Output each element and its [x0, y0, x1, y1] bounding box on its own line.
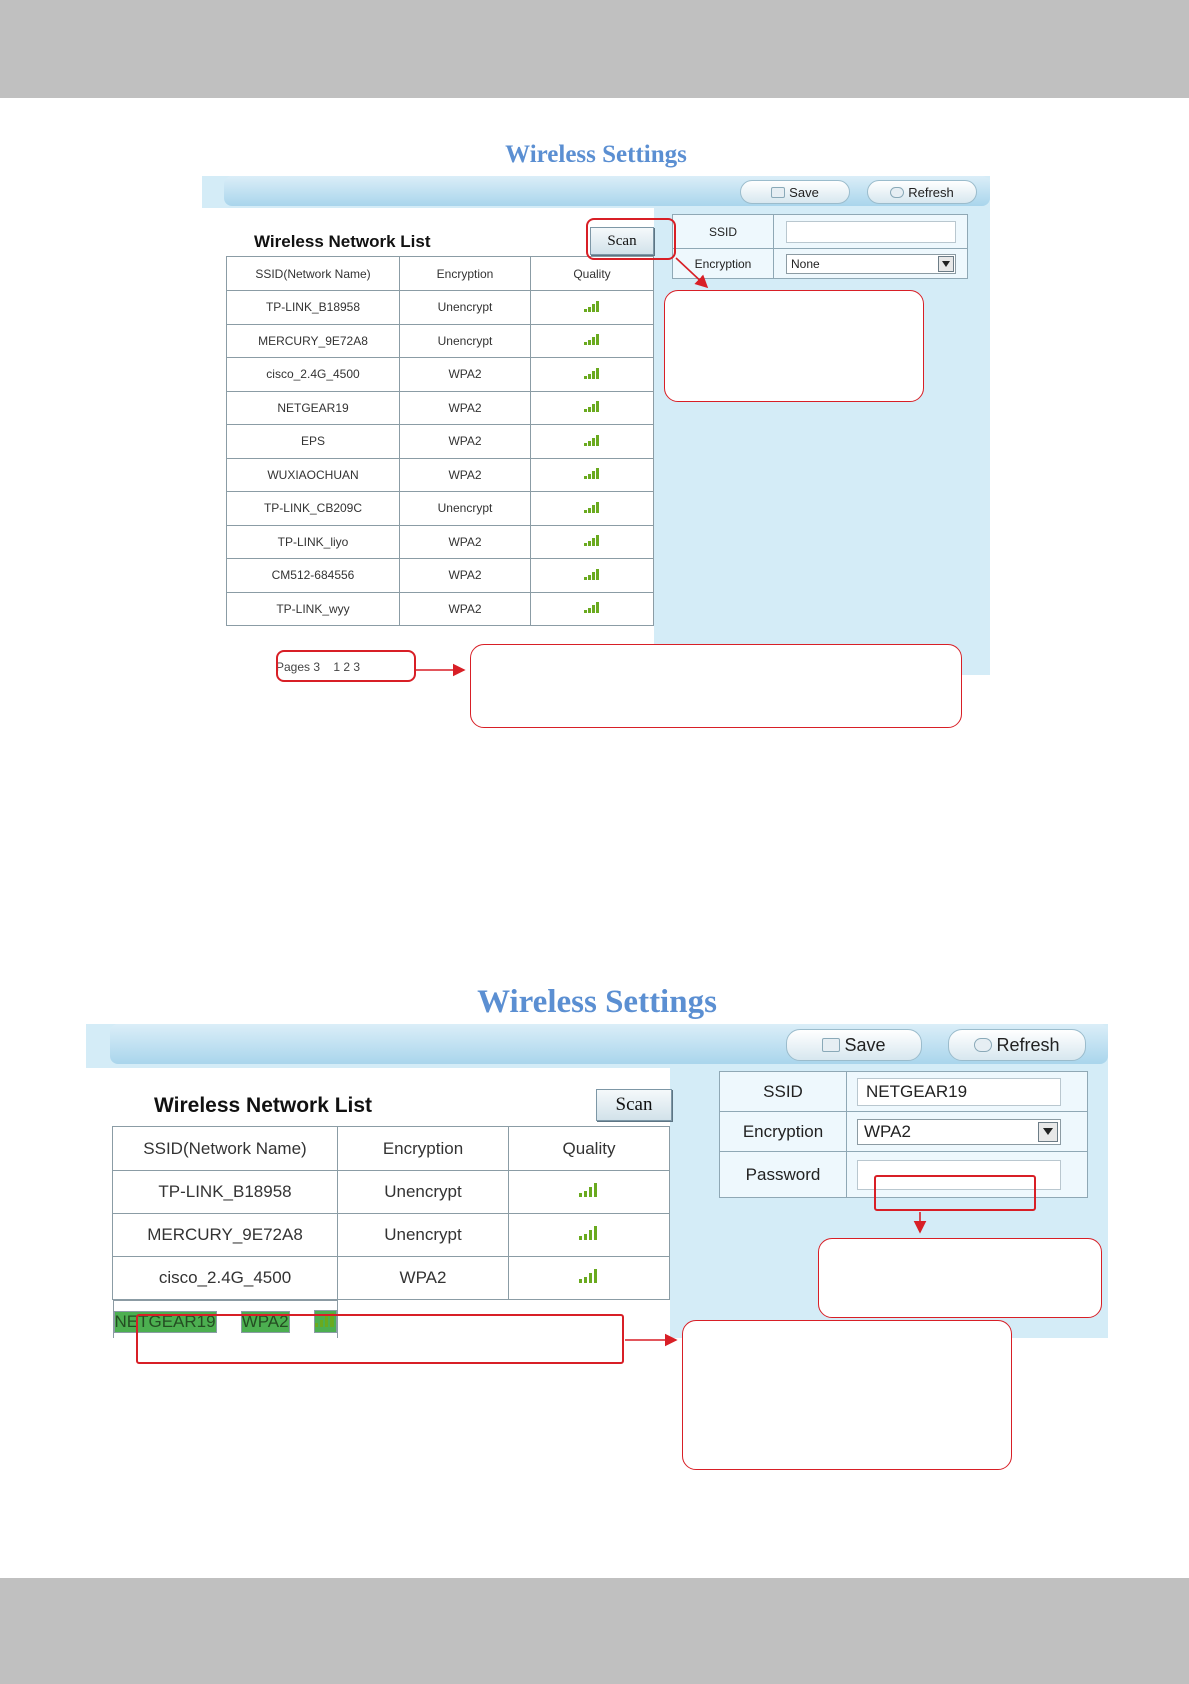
encryption-cell: Unencrypt [338, 1214, 509, 1257]
scan-button[interactable]: Scan [596, 1089, 672, 1121]
pages-label: Pages 3 [276, 660, 321, 674]
ssid-cell: WUXIAOCHUAN [227, 458, 400, 492]
page-title: Wireless Settings [505, 141, 687, 168]
ssid-cell: NETGEAR19 [114, 1311, 216, 1331]
col-encryption-header: Encryption [400, 257, 531, 291]
ssid-cell: MERCURY_9E72A8 [113, 1214, 338, 1257]
ssid-cell: MERCURY_9E72A8 [227, 324, 400, 358]
refresh-label: Refresh [908, 184, 954, 200]
ssid-cell: TP-LINK_liyo [227, 525, 400, 559]
encryption-label: Encryption [720, 1112, 847, 1152]
ssid-cell: cisco_2.4G_4500 [113, 1257, 338, 1300]
scan-button[interactable]: Scan [590, 227, 654, 255]
save-label: Save [844, 1034, 886, 1055]
encryption-cell: Unencrypt [338, 1171, 509, 1214]
refresh-label: Refresh [996, 1034, 1060, 1055]
ssid-label: SSID [720, 1072, 847, 1112]
encryption-cell: WPA2 [400, 358, 531, 392]
encryption-cell: WPA2 [400, 391, 531, 425]
ssid-cell: TP-LINK_B18958 [113, 1171, 338, 1214]
page-title: Wireless Settings [477, 984, 717, 1020]
encryption-cell: WPA2 [241, 1311, 289, 1331]
encryption-cell: WPA2 [400, 525, 531, 559]
password-label: Password [720, 1152, 847, 1198]
list-title: Wireless Network List [154, 1094, 373, 1117]
encryption-cell: Unencrypt [400, 291, 531, 325]
scan-arrow [676, 258, 707, 287]
col-ssid-header: SSID(Network Name) [113, 1127, 338, 1171]
save-label: Save [789, 184, 819, 200]
ssid-cell: NETGEAR19 [227, 391, 400, 425]
ssid-cell: cisco_2.4G_4500 [227, 358, 400, 392]
encryption-cell: WPA2 [400, 458, 531, 492]
col-ssid-header: SSID(Network Name) [227, 257, 400, 291]
encryption-value: WPA2 [864, 1121, 911, 1141]
encryption-cell: WPA2 [400, 592, 531, 626]
ssid-cell: TP-LINK_wyy [227, 592, 400, 626]
ssid-cell: TP-LINK_B18958 [227, 291, 400, 325]
encryption-cell: WPA2 [400, 425, 531, 459]
page-links[interactable]: 1 2 3 [333, 660, 361, 674]
ssid-cell: TP-LINK_CB209C [227, 492, 400, 526]
col-encryption-header: Encryption [338, 1127, 509, 1171]
ssid-label: SSID [673, 215, 774, 249]
encryption-value: None [791, 256, 820, 271]
list-title: Wireless Network List [254, 232, 431, 251]
ssid-input[interactable]: NETGEAR19 [857, 1078, 1061, 1106]
encryption-cell: Unencrypt [400, 324, 531, 358]
ssid-cell: CM512-684556 [227, 559, 400, 593]
encryption-cell: Unencrypt [400, 492, 531, 526]
col-quality-header: Quality [531, 257, 654, 291]
encryption-cell: WPA2 [338, 1257, 509, 1300]
ssid-cell: EPS [227, 425, 400, 459]
encryption-label: Encryption [673, 249, 774, 279]
col-quality-header: Quality [509, 1127, 670, 1171]
encryption-cell: WPA2 [400, 559, 531, 593]
